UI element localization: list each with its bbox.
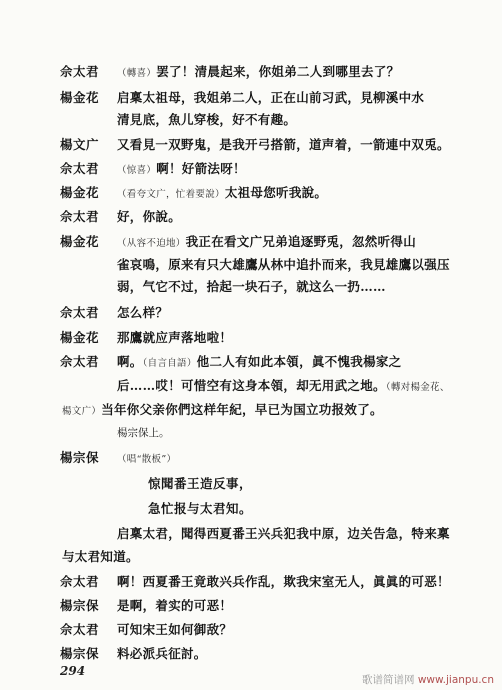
dialogue-text: 可知宋王如何御敌？ [117,622,233,637]
dialogue-line [0,301,502,325]
dialogue-continuation: 与太君知道。 [62,549,139,564]
stage-direction: （看夸文广，忙着要說） [117,189,225,200]
speaker-name: 楊金花 [60,90,100,105]
speaker-name: 楊宗保 [60,450,100,465]
song-line: 惊聞番王造反事， [148,476,253,491]
dialogue-line [0,594,502,618]
speaker-name: 楊金花 [60,234,100,249]
stage-direction: （惊喜） [117,165,157,176]
dialogue-continuation: 启稟太君，聞得西夏番王兴兵犯我中原，边关告急，特来稟 [117,526,450,541]
speaker-name: 佘太君 [60,354,100,369]
dialogue-text: 那鷹就应声落地啦！ [117,330,233,345]
stage-direction: （从容不迫地） [117,238,186,249]
watermark-site: 歌谱简谱网 [362,674,415,686]
speaker-name: 佘太君 [60,305,100,320]
song-line: 急忙报与太君知。 [148,501,253,516]
stage-note: 楊宗保上。 [117,427,170,439]
dialogue-line [0,642,502,666]
dialogue-text: 啊！西夏番王竟敢兴兵作乱，欺我宋室无人，眞眞的可恶！ [117,574,450,589]
dialogue-line [0,181,502,205]
dialogue-line [0,350,502,374]
stage-direction: （唱“散板”） [117,454,177,465]
speaker-name: 佘太君 [60,622,100,637]
dialogue-line [0,86,502,110]
dialogue-line [0,133,502,157]
dialogue-continuation: 楊文广）当年你父亲你們这样年紀，早已为国立功报效了。 [62,402,383,417]
dialogue-line [0,326,502,350]
dialogue-text: 罢了！清晨起来，你姐弟二人到哪里去了？ [156,64,400,79]
dialogue-line [0,570,502,594]
speaker-name: 佘太君 [60,161,100,176]
dialogue-text: 是啊，着实的可恶！ [117,598,233,613]
dialogue-line [0,446,502,470]
speaker-name: 楊金花 [60,330,100,345]
speaker-name: 佘太君 [60,209,100,224]
dialogue-text: 他二人有如此本領，眞不愧我楊家之 [196,354,402,369]
speaker-name: 楊文广 [60,137,100,152]
dialogue-line [0,60,502,84]
dialogue-text: 太祖母您听我說。 [224,185,328,200]
watermark [362,672,494,687]
dialogue-text: 我正在看文广兄弟追逐野兎，忽然听得山 [185,234,417,249]
dialogue-continuation: 后……哎！可惜空有这身本領，却无用武之地。（轉对楊金花、 [117,378,450,393]
dialogue-line [0,230,502,254]
stage-direction: （轉喜） [117,68,157,79]
speaker-name: 佘太君 [60,64,100,79]
dialogue-text: 好，你說。 [117,209,182,224]
dialogue-text: 料必派兵征討。 [117,646,207,661]
speaker-name: 楊宗保 [60,598,100,613]
dialogue-text: 啊。 [117,354,143,369]
page-number: 294 [60,664,86,678]
watermark-url: www.jianpu.cn [417,674,494,686]
dialogue-text: 啊！好箭法呀！ [156,161,246,176]
dialogue-text: 又看見一双野鬼，是我开弓搭箭，道声着，一箭連中双兎。 [117,137,450,152]
speaker-name: 楊宗保 [60,646,100,661]
dialogue-text: 怎么样？ [117,305,169,320]
dialogue-line [0,205,502,229]
stage-direction: （自言自語） [142,358,197,369]
dialogue-line [0,157,502,181]
stage-direction: （轉对楊金花、 [385,382,450,393]
dialogue-continuation: 雀哀鳴，原来有只大雄鷹从林中追扑而来，我見雄鷹以强压 [117,257,450,272]
stage-direction: 楊文广） [62,406,102,417]
speaker-name: 楊金花 [60,185,100,200]
dialogue-continuation: 清見底，魚儿穿梭，好不有趣。 [117,112,297,127]
dialogue-continuation: 弱，气它不过，拾起一块石子，就这么一扔…… [117,279,386,294]
dialogue-line [0,618,502,642]
speaker-name: 佘太君 [60,574,100,589]
dialogue-text: 启稟太祖母，我姐弟二人，正在山前习武，見柳溪中水 [117,90,425,105]
